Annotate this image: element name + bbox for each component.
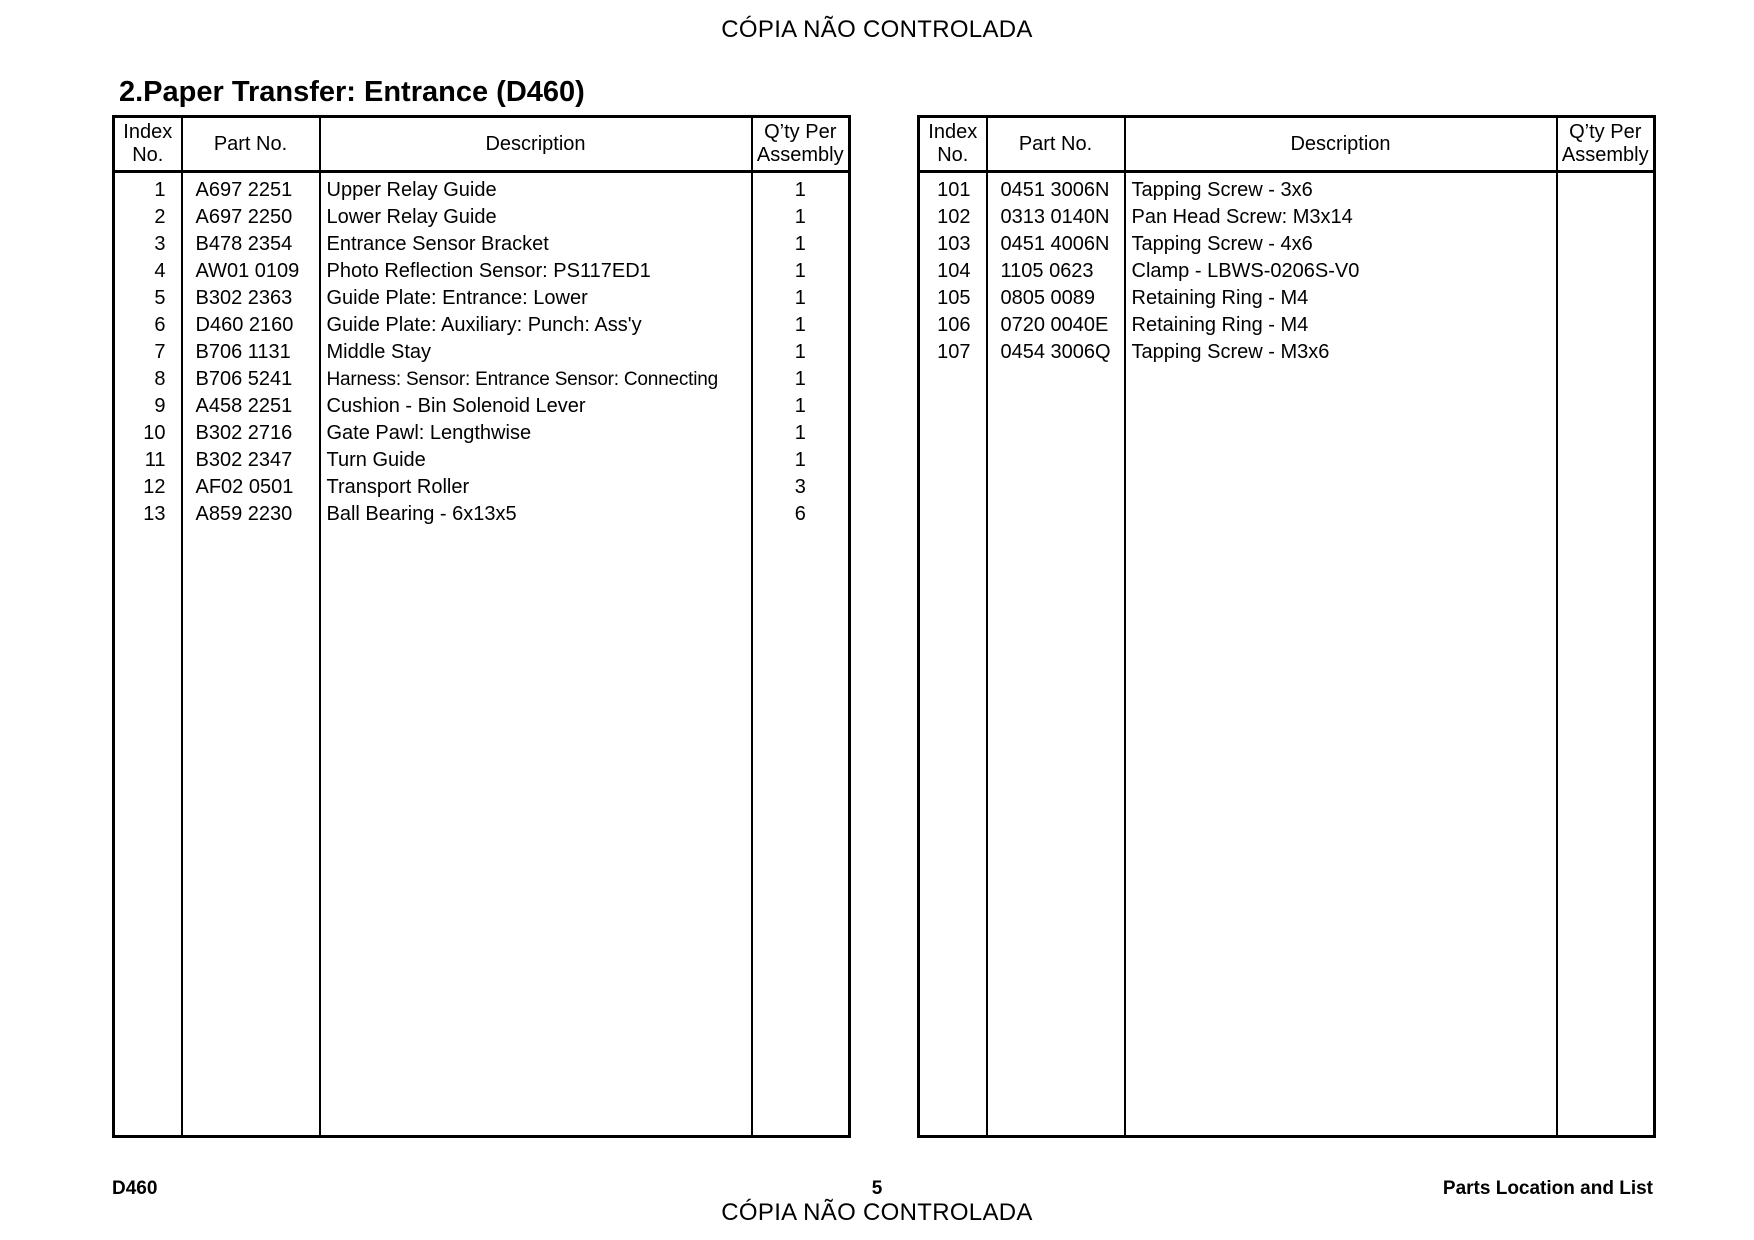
row-description: Photo Reflection Sensor: PS117ED1 — [320, 258, 752, 285]
row-description: Ball Bearing - 6x13x5 — [320, 501, 752, 528]
row-qty: 3 — [794, 476, 806, 498]
table-row — [114, 339, 850, 366]
row-part-no: AW01 0109 — [182, 258, 320, 285]
row-qty — [1557, 231, 1655, 258]
row-part-no: 0313 0140N — [987, 204, 1125, 231]
table-row — [114, 204, 850, 231]
table-row — [919, 258, 1655, 285]
row-index: 103 — [919, 231, 987, 258]
row-description: Retaining Ring - M4 — [1125, 285, 1557, 312]
section-title: 2.Paper Transfer: Entrance (D460) — [119, 76, 585, 108]
table-row — [919, 231, 1655, 258]
row-description: Turn Guide — [320, 447, 752, 474]
row-qty — [1557, 204, 1655, 231]
row-part-no: 0451 4006N — [987, 231, 1125, 258]
row-part-no: A697 2250 — [182, 204, 320, 231]
row-description: Tapping Screw - 3x6 — [1125, 172, 1557, 205]
row-qty: 1 — [794, 449, 806, 471]
row-description: Guide Plate: Entrance: Lower — [320, 285, 752, 312]
row-index: 5 — [114, 285, 182, 312]
row-qty: 1 — [794, 314, 806, 336]
row-qty: 1 — [794, 179, 806, 201]
row-index: 6 — [114, 312, 182, 339]
row-part-no: A458 2251 — [182, 393, 320, 420]
row-part-no: B302 2347 — [182, 447, 320, 474]
row-qty: 1 — [794, 422, 806, 444]
row-description: Cushion - Bin Solenoid Lever — [320, 393, 752, 420]
row-index: 7 — [114, 339, 182, 366]
row-description: Retaining Ring - M4 — [1125, 312, 1557, 339]
footer-section-name: Parts Location and List — [1442, 1178, 1653, 1199]
row-index: 104 — [919, 258, 987, 285]
table-row — [114, 420, 850, 447]
table-row — [919, 172, 1655, 205]
row-part-no: B706 1131 — [182, 339, 320, 366]
row-index: 8 — [114, 366, 182, 393]
row-index: 1 — [114, 172, 182, 205]
col-header-index: Index No. — [919, 117, 987, 172]
row-qty: 1 — [794, 368, 806, 390]
table-header-row — [919, 117, 1655, 172]
row-index: 102 — [919, 204, 987, 231]
row-description: Entrance Sensor Bracket — [320, 231, 752, 258]
row-part-no: A697 2251 — [182, 172, 320, 205]
row-description: Transport Roller — [320, 474, 752, 501]
col-header-description: Description — [320, 117, 752, 172]
col-header-description: Description — [1125, 117, 1557, 172]
col-header-index: Index No. — [114, 117, 182, 172]
table-row — [114, 285, 850, 312]
table-row — [919, 339, 1655, 366]
row-index: 13 — [114, 501, 182, 528]
row-qty — [1557, 285, 1655, 312]
footer-page-number: 5 — [871, 1178, 883, 1199]
row-qty — [1557, 258, 1655, 285]
table-row — [114, 258, 850, 285]
col-header-part: Part No. — [987, 117, 1125, 172]
row-part-no: AF02 0501 — [182, 474, 320, 501]
row-qty: 1 — [794, 341, 806, 363]
table-row — [919, 285, 1655, 312]
row-index: 10 — [114, 420, 182, 447]
table-row — [114, 366, 850, 393]
row-part-no: B302 2363 — [182, 285, 320, 312]
table-row — [919, 312, 1655, 339]
row-description: Upper Relay Guide — [320, 172, 752, 205]
row-description: Middle Stay — [320, 339, 752, 366]
table-row — [114, 501, 850, 528]
row-qty: 1 — [794, 287, 806, 309]
parts-table-right — [917, 115, 1656, 1138]
row-qty: 1 — [794, 260, 806, 282]
row-description: Pan Head Screw: M3x14 — [1125, 204, 1557, 231]
table-row — [919, 204, 1655, 231]
row-description: Lower Relay Guide — [320, 204, 752, 231]
row-index: 9 — [114, 393, 182, 420]
row-index: 107 — [919, 339, 987, 366]
row-index: 2 — [114, 204, 182, 231]
table-row — [114, 474, 850, 501]
row-description: Harness: Sensor: Entrance Sensor: Connecting — [320, 366, 752, 393]
row-qty — [1557, 172, 1655, 205]
row-part-no: 0451 3006N — [987, 172, 1125, 205]
row-index: 4 — [114, 258, 182, 285]
row-description: Tapping Screw - 4x6 — [1125, 231, 1557, 258]
row-part-no: D460 2160 — [182, 312, 320, 339]
row-description: Gate Pawl: Lengthwise — [320, 420, 752, 447]
row-part-no: 0454 3006Q — [987, 339, 1125, 366]
row-qty: 1 — [794, 395, 806, 417]
table-filler-row — [919, 366, 1655, 1136]
table-filler-row — [114, 528, 850, 1136]
row-index: 12 — [114, 474, 182, 501]
row-qty — [1557, 312, 1655, 339]
row-qty: 6 — [794, 503, 806, 525]
col-header-qty: Q’ty Per Assembly — [1557, 117, 1655, 172]
row-index: 11 — [114, 447, 182, 474]
row-part-no: A859 2230 — [182, 501, 320, 528]
row-index: 105 — [919, 285, 987, 312]
row-qty: 1 — [794, 233, 806, 255]
table-row — [114, 447, 850, 474]
row-qty — [1557, 339, 1655, 366]
row-part-no: B302 2716 — [182, 420, 320, 447]
table-header-row — [114, 117, 850, 172]
row-part-no: B706 5241 — [182, 366, 320, 393]
table-row — [114, 312, 850, 339]
table-row — [114, 172, 850, 205]
table-row — [114, 231, 850, 258]
row-index: 101 — [919, 172, 987, 205]
row-description: Clamp - LBWS-0206S-V0 — [1125, 258, 1557, 285]
table-row — [114, 393, 850, 420]
watermark-top: CÓPIA NÃO CONTROLADA — [721, 16, 1033, 43]
footer-model-code: D460 — [112, 1178, 158, 1199]
col-header-part: Part No. — [182, 117, 320, 172]
row-part-no: 0805 0089 — [987, 285, 1125, 312]
row-part-no: B478 2354 — [182, 231, 320, 258]
row-qty: 1 — [794, 206, 806, 228]
row-part-no: 1105 0623 — [987, 258, 1125, 285]
row-index: 3 — [114, 231, 182, 258]
row-index: 106 — [919, 312, 987, 339]
row-description: Tapping Screw - M3x6 — [1125, 339, 1557, 366]
parts-table-left — [112, 115, 851, 1138]
row-part-no: 0720 0040E — [987, 312, 1125, 339]
watermark-bottom: CÓPIA NÃO CONTROLADA — [721, 1199, 1033, 1226]
col-header-qty: Q’ty Per Assembly — [752, 117, 850, 172]
row-description: Guide Plate: Auxiliary: Punch: Ass'y — [320, 312, 752, 339]
